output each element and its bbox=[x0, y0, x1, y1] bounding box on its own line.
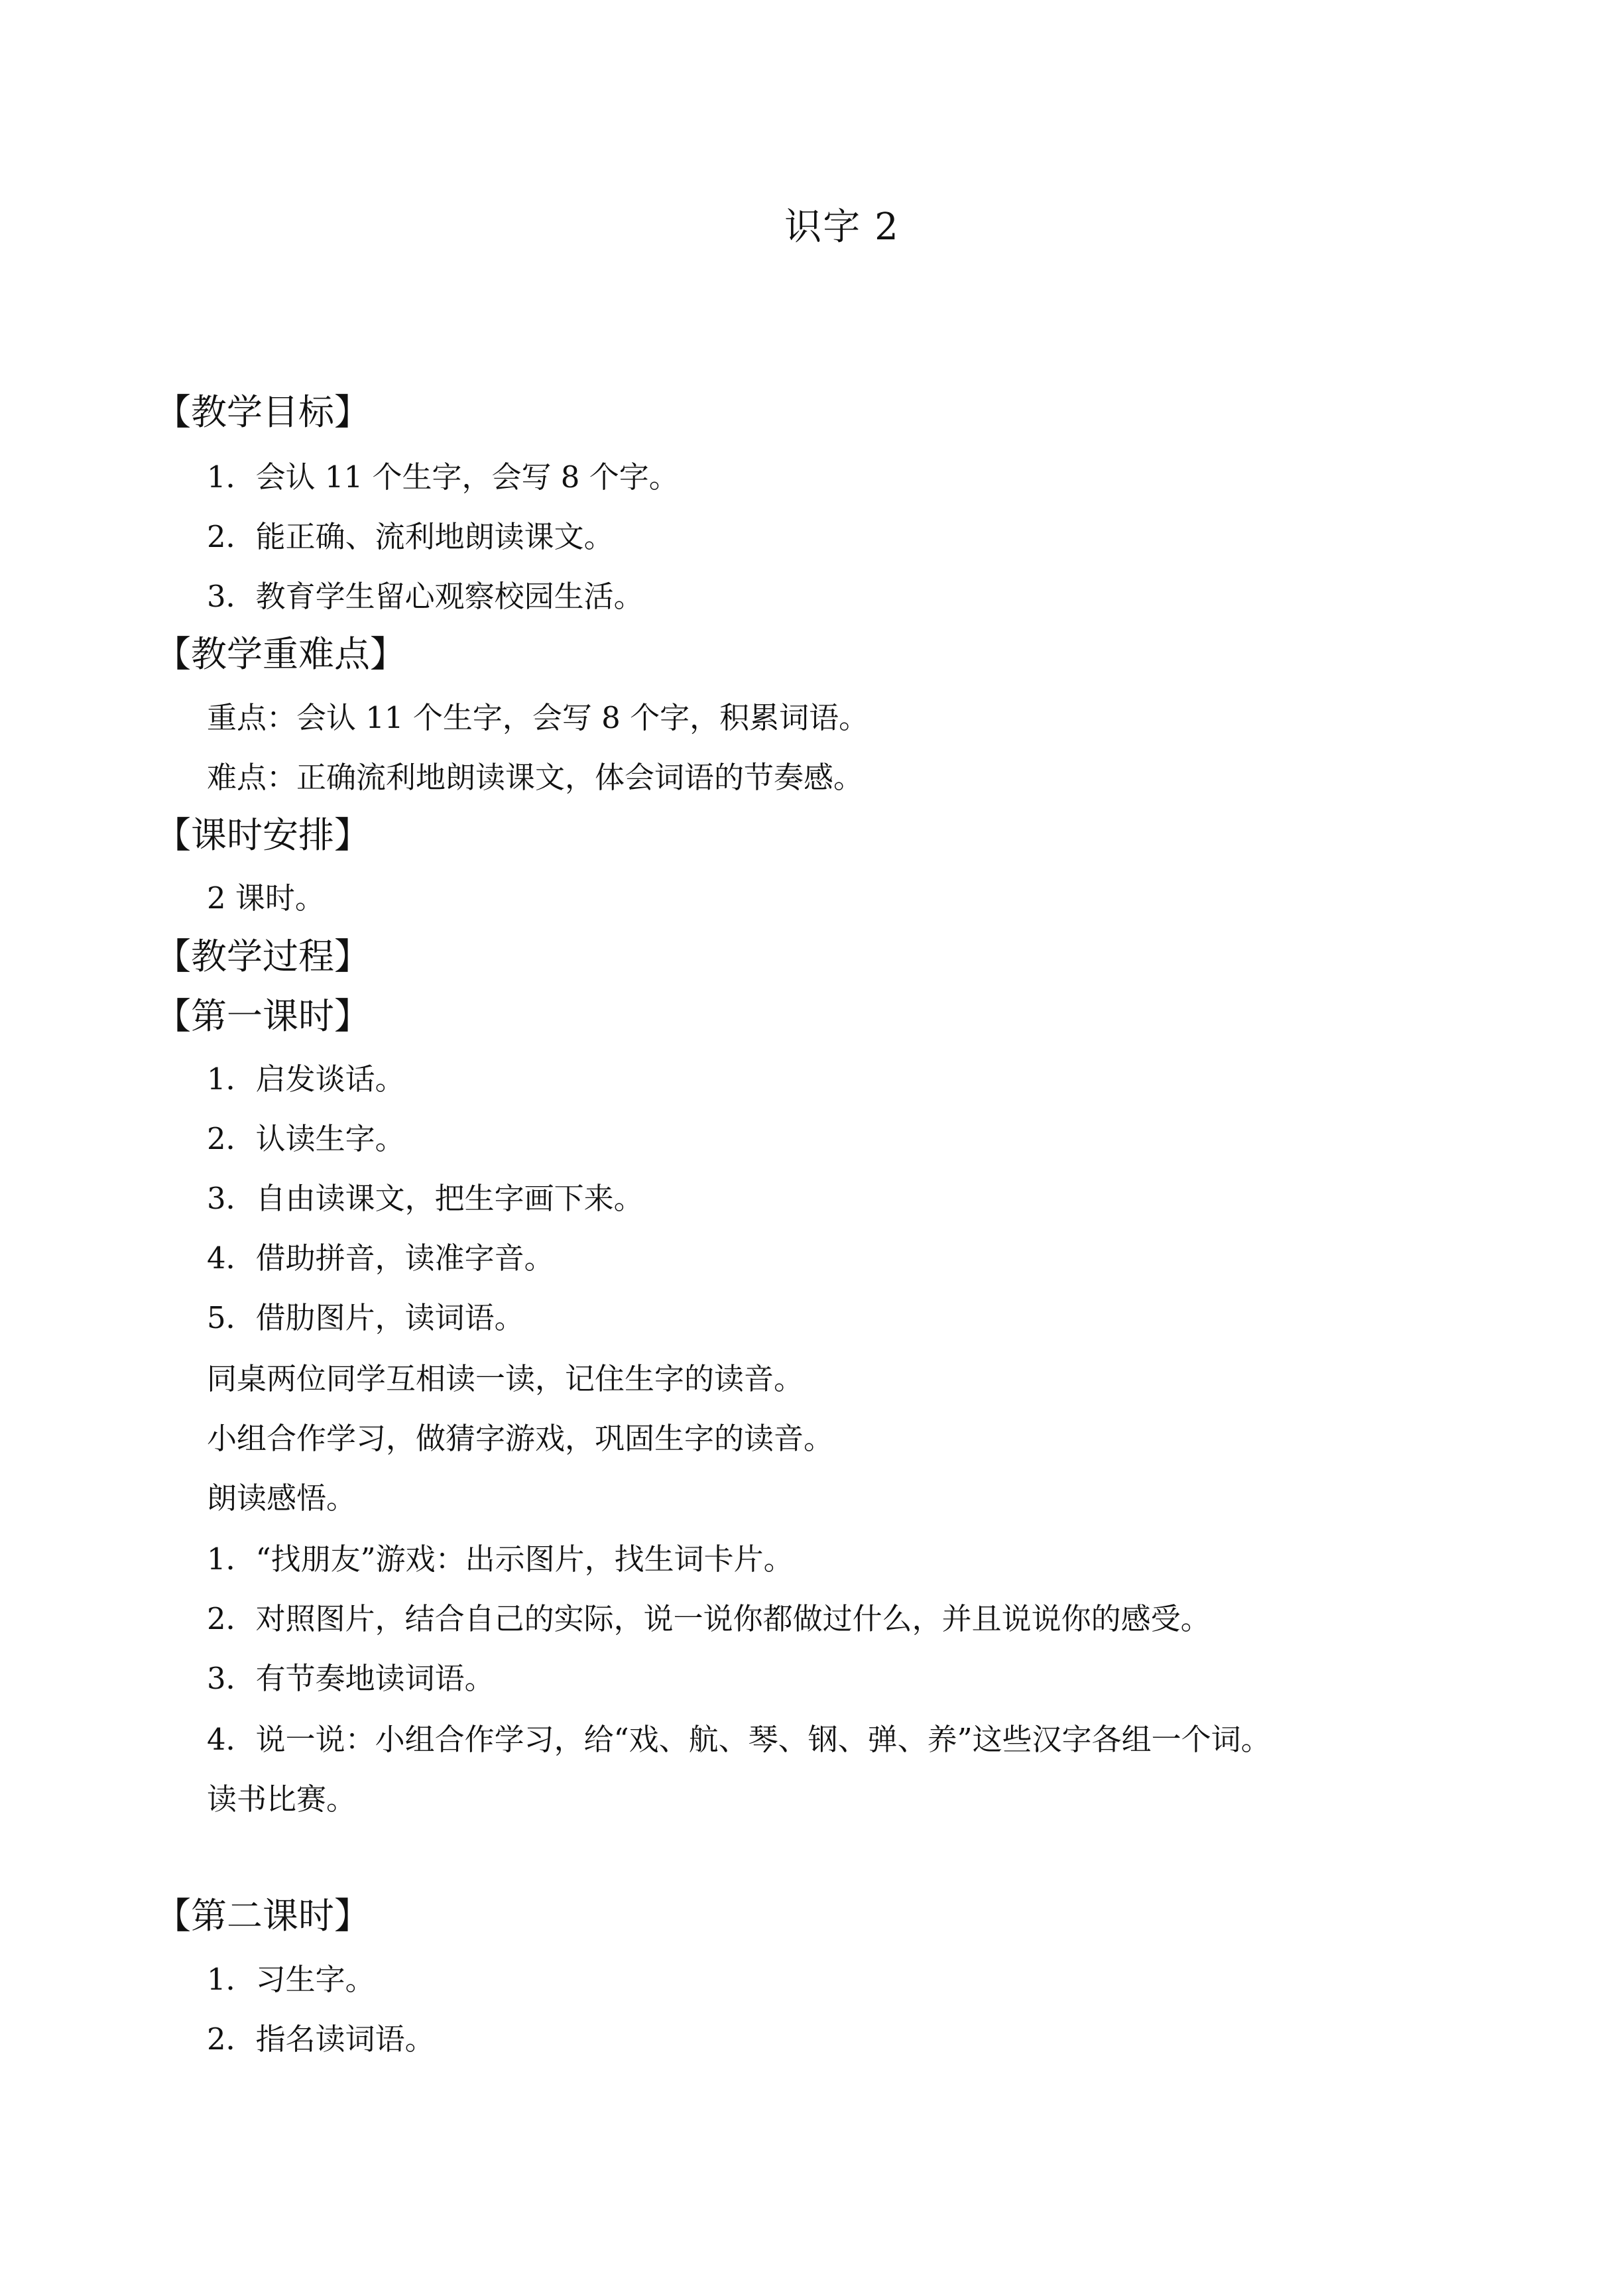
lesson2-item: 2．指名读词语。 bbox=[207, 2022, 435, 2057]
schedule-item: 2 课时。 bbox=[207, 880, 325, 916]
section-heading-goals: 【教学目标】 bbox=[155, 391, 370, 433]
page-title: 识字 2 bbox=[784, 206, 900, 249]
lesson1-item: 3．自由读课文，把生字画下来。 bbox=[207, 1181, 644, 1216]
goal-item: 1．会认 11 个生字，会写 8 个字。 bbox=[207, 459, 679, 495]
keypoint-item: 难点：正确流利地朗读课文，体会词语的节奏感。 bbox=[207, 760, 864, 795]
section-heading-process: 【教学过程】 bbox=[155, 936, 370, 977]
lesson1-item: 2．认读生字。 bbox=[207, 1121, 405, 1156]
keypoint-item: 重点：会认 11 个生字，会写 8 个字，积累词语。 bbox=[207, 700, 869, 735]
lesson1-item: 2．对照图片，结合自己的实际，说一说你都做过什么，并且说说你的感受。 bbox=[207, 1601, 1211, 1636]
section-heading-lesson1: 【第一课时】 bbox=[155, 995, 370, 1037]
lesson1-item: 4．借助拼音，读准字音。 bbox=[207, 1240, 554, 1276]
lesson2-item: 1．习生字。 bbox=[207, 1962, 375, 1997]
goal-item: 3．教育学生留心观察校园生活。 bbox=[207, 579, 644, 614]
lesson1-item: 朗读感悟。 bbox=[207, 1480, 357, 1516]
section-heading-keypoints: 【教学重难点】 bbox=[155, 633, 406, 675]
lesson1-item: 小组合作学习，做猜字游戏，巩固生字的读音。 bbox=[207, 1421, 834, 1456]
lesson1-item: 读书比赛。 bbox=[207, 1782, 357, 1817]
goal-item: 2．能正确、流利地朗读课文。 bbox=[207, 519, 614, 554]
lesson1-item: 同桌两位同学互相读一读，记住生字的读音。 bbox=[207, 1361, 804, 1396]
lesson1-item: 1．“找朋友”游戏：出示图片，找生词卡片。 bbox=[207, 1541, 794, 1577]
section-heading-lesson2: 【第二课时】 bbox=[155, 1895, 370, 1937]
lesson1-item: 1．启发谈话。 bbox=[207, 1061, 405, 1097]
lesson1-item: 5．借肋图片，读词语。 bbox=[207, 1300, 524, 1335]
lesson1-item: 4．说一说：小组合作学习，给“戏、航、琴、钢、弹、养”这些汉字各组一个词。 bbox=[207, 1722, 1271, 1757]
lesson1-item: 3．有节奏地读词语。 bbox=[207, 1661, 495, 1696]
section-heading-schedule: 【课时安排】 bbox=[155, 814, 370, 856]
